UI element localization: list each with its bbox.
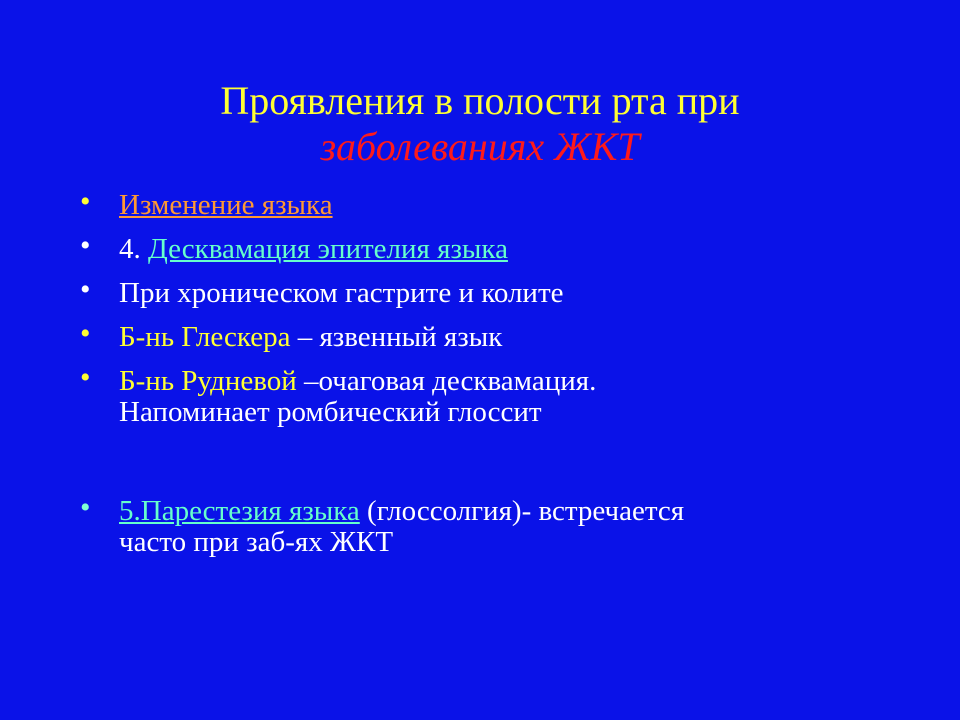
bullet-list [80,185,900,571]
list-item [80,491,900,558]
list-item [80,317,900,353]
bullet-icon: • [80,491,91,524]
item-number: 4. [119,233,148,265]
bullet-icon: • [80,185,91,218]
item-text: – язвенный язык [290,321,503,353]
item-text: –очаговая десквамация. [296,365,597,397]
item-text-line2: Напоминает ромбический глоссит [119,396,542,428]
list-item [80,361,900,428]
list-spacer [80,441,900,483]
tongue-changes-link[interactable]: Изменение языка [119,189,333,221]
item-highlight: Б-нь Глескера [119,321,291,353]
paresthesia-link[interactable]: 5.Парестезия языка [119,495,360,527]
item-text: (глоссолгия)- встречается [359,495,685,527]
slide-title [0,78,960,170]
list-item [80,273,900,309]
list-item [80,185,900,221]
desquamation-link[interactable]: Десквамация эпителия языка [148,233,508,265]
item-text-line2: часто при заб-ях ЖКТ [119,526,394,558]
title-line-2: заболеваниях ЖКТ [320,124,640,169]
bullet-icon: • [80,273,91,306]
title-line-1: Проявления в полости рта при [220,78,740,123]
list-item [80,229,900,265]
item-highlight: Б-нь Рудневой [119,365,297,397]
item-text: При хроническом гастрите и колите [119,277,564,309]
bullet-icon: • [80,229,91,262]
bullet-icon: • [80,317,91,350]
bullet-icon: • [80,361,91,394]
